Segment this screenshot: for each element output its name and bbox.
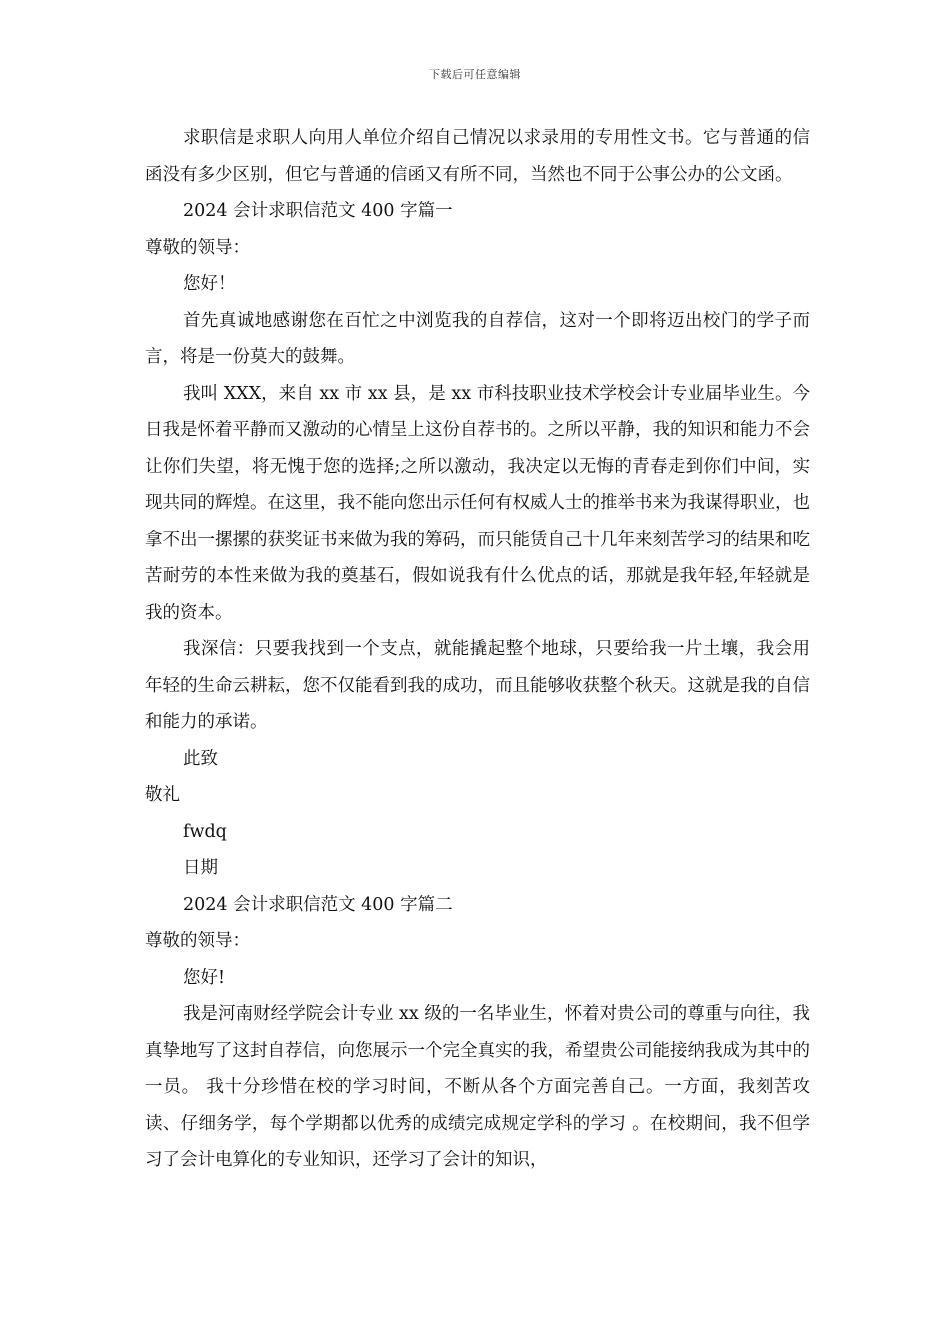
letter2-paragraph-1: 我是河南财经学院会计专业 xx 级的一名毕业生，怀着对贵公司的尊重与向往，我真挚地写了这封自荐信，向您展示一个完全真实的我，希望贵公司能接纳我成为其中的一员。 我十分珍惜在校的学习时间，不断从各个方面完善自己。一方面，我刻苦攻读、仔细务学，每个学期都以优秀的成绩完成规定学科的学习 。在校期间，我不但学习了会计电算化的专业知识，还学习了会计的知识， bbox=[145, 1004, 810, 1170]
letter1-title: 2024 会计求职信范文 400 字篇一 bbox=[183, 201, 453, 221]
document-body bbox=[145, 120, 810, 1179]
letter1-salutation: 尊敬的领导： bbox=[145, 237, 250, 258]
letter1-closing-1: 此致 bbox=[183, 748, 218, 769]
letter1-date: 日期 bbox=[183, 858, 218, 878]
letter1-paragraph-2: 我叫 XXX，来自 xx 市 xx 县，是 xx 市科技职业技术学校会计专业届毕业生。今日我是怀着平静而又激动的心情呈上这份自荐书的。之所以平静，我的知识和能力不会让你们失望，将无愧于您的选择;之所以激动，我决定以无悔的青春走到你们中间，实现共同的辉煌。在这里，我不能向您出示任何有权威人士的推举书来为我谋得职业，也拿不出一摞摞的获奖证书来做为我的筹码，而只能赁自己十几年来刻苦学习的结果和吃苦耐劳的本性来做为我的奠基石，假如说我有什么优点的话，那就是我年轻,年轻就是我的资本。 bbox=[145, 383, 810, 623]
letter1-paragraph-3: 我深信：只要我找到一个支点，就能撬起整个地球，只要给我一片土壤，我会用年轻的生命云耕耘，您不仅能看到我的成功，而且能够收获整个秋天。这就是我的自信和能力的承诺。 bbox=[145, 639, 810, 732]
letter1-signature: fwdq bbox=[183, 821, 227, 842]
letter1-greeting: 您好！ bbox=[183, 274, 236, 294]
letter2-greeting: 您好! bbox=[183, 967, 226, 988]
letter1-paragraph-1: 首先真诚地感谢您在百忙之中浏览我的自荐信，这对一个即将迈出校门的学子而言，将是一份莫大的鼓舞。 bbox=[145, 310, 810, 367]
intro-paragraph: 求职信是求职人向用人单位介绍自己情况以求录用的专用性文书。它与普通的信函没有多少区别，但它与普通的信函又有所不同，当然也不同于公事公办的公文函。 bbox=[145, 128, 810, 185]
letter1-closing-2: 敬礼 bbox=[145, 785, 180, 805]
letter2-salutation: 尊敬的领导： bbox=[145, 931, 250, 951]
letter2-title: 2024 会计求职信范文 400 字篇二 bbox=[183, 894, 453, 915]
header-note: 下载后可任意编辑 bbox=[429, 68, 521, 81]
